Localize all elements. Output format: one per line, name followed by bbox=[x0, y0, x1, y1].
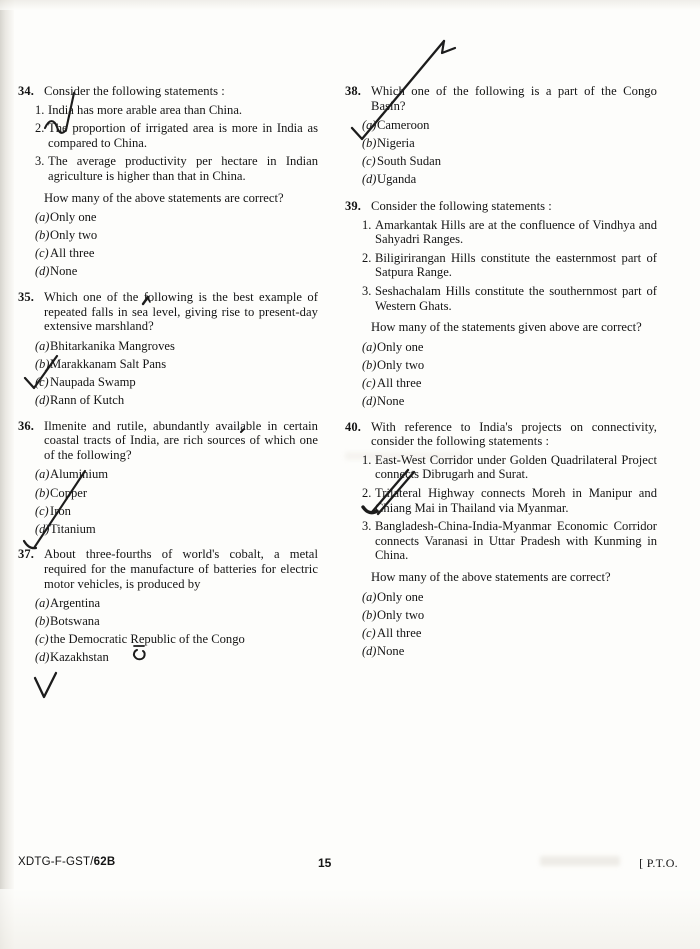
option-a[interactable] bbox=[18, 467, 318, 482]
option-text: the Democratic Republic of the Congo bbox=[50, 632, 245, 647]
statement-number: 1. bbox=[362, 217, 372, 232]
option-text: Marakkanam Salt Pans bbox=[50, 356, 167, 371]
option-text: Nigeria bbox=[377, 136, 415, 151]
question-34-stem-row bbox=[18, 84, 318, 99]
option-c[interactable] bbox=[345, 376, 657, 391]
option-b[interactable] bbox=[18, 614, 318, 629]
option-key: (c) bbox=[35, 632, 49, 647]
question-column-left bbox=[18, 84, 318, 674]
option-text: All three bbox=[50, 246, 95, 261]
question-34-options bbox=[18, 210, 318, 279]
statement-number: 3. bbox=[362, 519, 372, 534]
option-key: (a) bbox=[35, 210, 50, 225]
option-text: Only two bbox=[50, 228, 98, 243]
option-d[interactable] bbox=[18, 522, 318, 537]
question-36 bbox=[18, 419, 318, 537]
scan-shadow-left bbox=[0, 0, 14, 949]
question-35-options bbox=[18, 339, 318, 408]
question-38-stem: Which one of the following is a part of the Congo Basin? bbox=[371, 84, 657, 113]
option-text: Bhitarkanika Mangroves bbox=[50, 338, 175, 353]
option-key: (d) bbox=[362, 643, 377, 658]
option-d[interactable] bbox=[345, 644, 657, 659]
question-35-stem-row bbox=[18, 290, 318, 334]
option-text: Botswana bbox=[50, 614, 100, 629]
statement-number: 1. bbox=[362, 452, 372, 467]
question-39-options bbox=[345, 340, 657, 409]
option-key: (a) bbox=[35, 596, 50, 611]
option-a[interactable] bbox=[345, 118, 657, 133]
statement-number: 3. bbox=[35, 154, 45, 169]
question-37-stem: About three-fourths of world's cobalt, a metal required for the manufacture of batteries for electric motor vehicles, is produced by bbox=[44, 547, 318, 591]
page-number: 15 bbox=[318, 856, 332, 870]
paper-code bbox=[18, 856, 115, 868]
option-text: Argentina bbox=[50, 596, 101, 611]
question-36-stem-row bbox=[18, 419, 318, 463]
statement-number: 2. bbox=[362, 486, 372, 501]
statement-item bbox=[18, 103, 318, 118]
statement-item bbox=[345, 519, 657, 563]
option-key: (d) bbox=[362, 172, 377, 187]
option-d[interactable] bbox=[345, 172, 657, 187]
statement-number: 1. bbox=[35, 102, 45, 117]
question-36-stem: Ilmenite and rutile, abundantly available in certain coastal tracts of India, are rich sources of which one of the following? bbox=[44, 418, 318, 462]
option-a[interactable] bbox=[345, 590, 657, 605]
option-text: Naupada Swamp bbox=[50, 375, 136, 389]
option-text: Uganda bbox=[377, 172, 417, 187]
option-key: (b) bbox=[362, 136, 377, 151]
option-a[interactable] bbox=[345, 340, 657, 355]
statement-item bbox=[345, 284, 657, 313]
option-key: (d) bbox=[35, 393, 50, 408]
statement-item bbox=[18, 121, 318, 150]
statement-item bbox=[345, 218, 657, 247]
option-text: Copper bbox=[50, 485, 88, 500]
question-38 bbox=[345, 84, 657, 187]
question-39-tail: How many of the statements given above are correct? bbox=[371, 320, 642, 335]
statement-item bbox=[18, 154, 318, 183]
option-key: (a) bbox=[35, 338, 50, 353]
question-37-stem-row bbox=[18, 547, 318, 591]
question-38-options bbox=[345, 118, 657, 187]
option-key: (b) bbox=[35, 614, 50, 629]
question-34-number: 34. bbox=[18, 84, 34, 98]
option-d[interactable] bbox=[345, 394, 657, 409]
question-40-tail: How many of the above statements are correct? bbox=[371, 570, 611, 585]
question-39-statements bbox=[345, 218, 657, 314]
statement-text: East-West Corridor under Golden Quadrilateral Project connects Dibrugarh and Surat. bbox=[375, 452, 657, 482]
option-text: None bbox=[377, 394, 405, 409]
option-text: Cameroon bbox=[377, 118, 430, 133]
question-38-stem-row bbox=[345, 84, 657, 113]
option-d[interactable] bbox=[18, 264, 318, 279]
question-36-number: 36. bbox=[18, 418, 34, 433]
tick-q37 bbox=[35, 673, 56, 697]
option-key: (b) bbox=[362, 607, 377, 622]
option-key: (c) bbox=[362, 625, 376, 640]
option-text: Only one bbox=[50, 210, 97, 225]
option-key: (a) bbox=[35, 467, 50, 482]
option-b[interactable] bbox=[18, 357, 318, 372]
option-text: Only one bbox=[377, 339, 424, 354]
question-40-options bbox=[345, 590, 657, 659]
question-40-number: 40. bbox=[345, 419, 361, 434]
option-key: (a) bbox=[362, 339, 377, 354]
option-d[interactable] bbox=[18, 650, 318, 665]
option-key: (c) bbox=[362, 376, 376, 390]
option-key: (a) bbox=[362, 118, 377, 133]
option-c[interactable] bbox=[345, 154, 657, 169]
question-40 bbox=[345, 420, 657, 659]
option-text: None bbox=[377, 643, 405, 658]
option-key: (c) bbox=[362, 154, 376, 169]
question-39-number: 39. bbox=[345, 199, 361, 214]
option-text: All three bbox=[377, 376, 422, 390]
question-39-stem-row bbox=[345, 199, 657, 214]
question-40-stem-row bbox=[345, 420, 657, 449]
option-a[interactable] bbox=[18, 210, 318, 225]
option-b[interactable] bbox=[345, 608, 657, 623]
option-key: (d) bbox=[35, 264, 50, 279]
statement-text: India has more arable area than China. bbox=[48, 102, 243, 117]
paper-code-suffix: 62B bbox=[93, 856, 116, 868]
question-36-options bbox=[18, 467, 318, 536]
statement-text: The proportion of irrigated area is more in India as compared to China. bbox=[48, 121, 318, 150]
question-34 bbox=[18, 84, 318, 279]
question-37-options bbox=[18, 596, 318, 665]
page-footer bbox=[0, 856, 700, 880]
option-text: Rann of Kutch bbox=[50, 393, 125, 408]
option-text: Only two bbox=[377, 357, 425, 372]
option-text: Only two bbox=[377, 607, 425, 622]
statement-text: Bangladesh-China-India-Myanmar Economic Corridor connects Varanasi in Uttar Pradesh with Kunming in China. bbox=[375, 519, 657, 563]
option-key: (b) bbox=[362, 357, 377, 372]
option-b[interactable] bbox=[18, 486, 318, 501]
option-a[interactable] bbox=[18, 596, 318, 611]
question-38-number: 38. bbox=[345, 84, 361, 98]
option-text: Aluminium bbox=[50, 467, 109, 482]
question-40-stem: With reference to India's projects on connectivity, consider the following statements : bbox=[371, 419, 657, 449]
option-c[interactable] bbox=[18, 246, 318, 261]
option-text: Only one bbox=[377, 589, 424, 604]
scan-shadow-top bbox=[0, 0, 700, 10]
question-column-right bbox=[345, 84, 657, 668]
option-key: (c) bbox=[35, 246, 49, 261]
question-35 bbox=[18, 290, 318, 408]
question-34-tail: How many of the above statements are correct? bbox=[44, 190, 284, 205]
statement-text: Seshachalam Hills constitute the southernmost part of Western Ghats. bbox=[375, 284, 657, 313]
option-a[interactable] bbox=[18, 339, 318, 354]
option-key: (c) bbox=[35, 375, 49, 389]
option-c[interactable] bbox=[18, 504, 318, 519]
option-text: South Sudan bbox=[377, 154, 442, 169]
option-c[interactable] bbox=[18, 375, 318, 390]
option-key: (b) bbox=[35, 228, 50, 243]
question-39 bbox=[345, 199, 657, 409]
option-key: (b) bbox=[35, 485, 50, 500]
option-text: None bbox=[50, 264, 78, 279]
question-39-stem: Consider the following statements : bbox=[371, 199, 552, 214]
statement-text: Biligirirangan Hills constitute the easternmost part of Satpura Range. bbox=[375, 250, 657, 280]
statement-number: 2. bbox=[362, 250, 372, 265]
option-text: Kazakhstan bbox=[50, 650, 109, 665]
option-d[interactable] bbox=[18, 393, 318, 408]
option-c[interactable] bbox=[18, 632, 318, 647]
scan-shadow-bottom bbox=[0, 889, 700, 949]
question-40-statements bbox=[345, 453, 657, 563]
option-text: Iron bbox=[50, 503, 71, 518]
statement-item bbox=[345, 453, 657, 482]
option-text: All three bbox=[377, 625, 422, 640]
statement-text: Amarkantak Hills are at the confluence of Vindhya and Sahyadri Ranges. bbox=[375, 217, 657, 247]
option-key: (d) bbox=[35, 521, 50, 536]
option-key: (b) bbox=[35, 356, 50, 371]
statement-number: 2. bbox=[35, 121, 45, 136]
option-b[interactable] bbox=[345, 136, 657, 151]
option-key: (d) bbox=[35, 650, 50, 665]
pto-label: [ P.T.O. bbox=[639, 856, 678, 870]
option-key: (c) bbox=[35, 503, 49, 518]
question-35-number: 35. bbox=[18, 290, 34, 305]
statement-item bbox=[345, 251, 657, 280]
question-35-stem: Which one of the following is the best example of repeated falls in sea level, giving rise to present-day extensive marshland? bbox=[44, 290, 318, 334]
option-text: Titanium bbox=[50, 521, 96, 536]
question-37 bbox=[18, 547, 318, 665]
statement-number: 3. bbox=[362, 284, 372, 299]
question-34-stem: Consider the following statements : bbox=[44, 84, 225, 98]
statement-item bbox=[345, 486, 657, 515]
question-34-statements bbox=[18, 103, 318, 184]
option-c[interactable] bbox=[345, 626, 657, 641]
option-b[interactable] bbox=[345, 358, 657, 373]
option-key: (d) bbox=[362, 394, 377, 409]
paper-code-prefix: XDTG-F-GST/ bbox=[18, 856, 94, 868]
statement-text: The average productivity per hectare in Indian agriculture is higher than that in China. bbox=[48, 154, 318, 183]
option-b[interactable] bbox=[18, 228, 318, 243]
option-key: (a) bbox=[362, 589, 377, 604]
statement-text: Trilateral Highway connects Moreh in Manipur and Chiang Mai in Thailand via Myanmar. bbox=[375, 486, 657, 515]
question-37-number: 37. bbox=[18, 547, 34, 562]
